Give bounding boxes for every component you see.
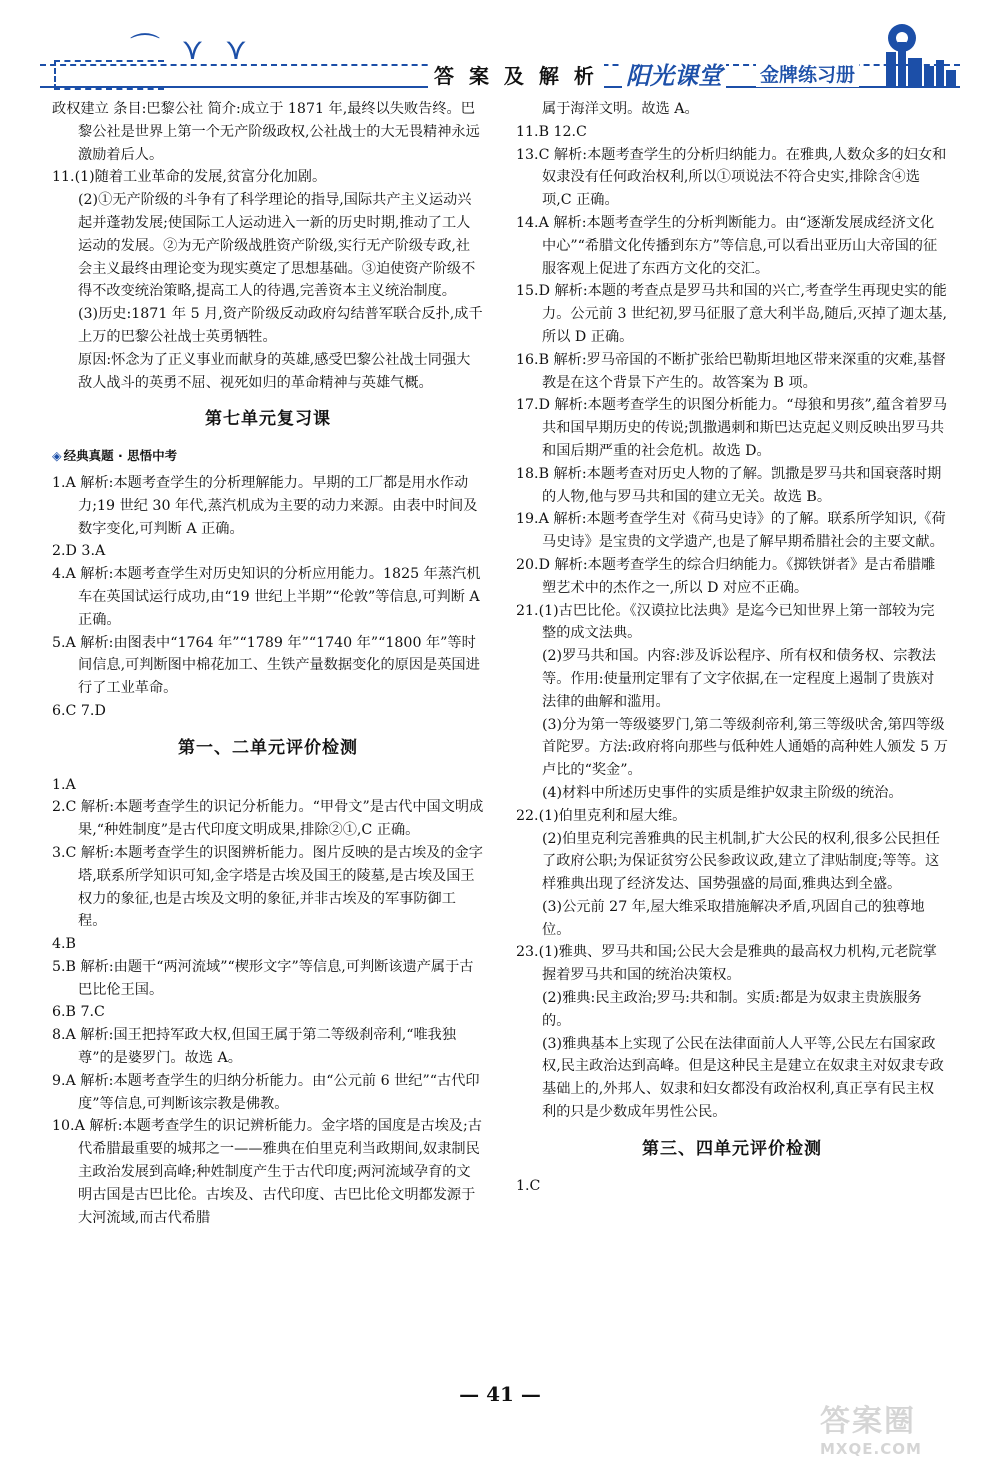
answer-paragraph: (4)材料中所述历史事件的实质是维护奴隶主阶级的统治。 xyxy=(542,784,903,801)
answer-paragraph: 18.B 解析:本题考查对历史人物的了解。凯撒是罗马共和国衰落时期的人物,他与罗马共和国的建立无关。故选 B。 xyxy=(516,465,942,505)
answer-paragraph: 17.D 解析:本题考查学生的识图分析能力。“母狼和男孩”,蕴含着罗马共和国早期历史的传说;凯撒遇刺和斯巴达克起义则反映出罗马共和国后期严重的社会危机。故选 D。 xyxy=(516,397,948,459)
answer-paragraph: 21.(1)古巴比伦。《汉谟拉比法典》是迄今已知世界上第一部较为完整的成文法典。 xyxy=(516,602,935,642)
subsection-tag-label: 经典真题 · 思悟中考 xyxy=(63,448,178,464)
answer-paragraph: (3)分为第一等级婆罗门,第二等级刹帝利,第三等级吠舍,第四等级首陀罗。方法:政府将向那些与低种姓人通婚的高种姓人颁发 5 万卢比的“奖金”。 xyxy=(542,716,948,779)
answer-paragraph: 11.(1)随着工业革命的发展,贫富分化加剧。 xyxy=(52,169,327,186)
watermark-logo: 答案圈 xyxy=(820,1404,916,1439)
right-column xyxy=(516,98,948,1197)
section-heading: 第三、四单元评价检测 xyxy=(642,1138,822,1159)
page-header xyxy=(40,20,960,92)
section-heading: 第一、二单元评价检测 xyxy=(178,737,358,758)
section-heading: 第七单元复习课 xyxy=(205,409,331,430)
answer-paragraph: 11.B 12.C xyxy=(516,123,587,140)
answer-paragraph: (2)罗马共和国。内容:涉及诉讼程序、所有权和债务权、宗教法等。作用:使量刑定罪有了文字依据,在一定程度上遏制了贵族对法律的曲解和滥用。 xyxy=(542,648,936,710)
answer-paragraph: 原因:怀念为了正义事业而献身的英雄,感受巴黎公社战士同强大敌人战斗的英勇不屈、视死如归的革命精神与英雄气概。 xyxy=(78,351,471,391)
answer-paragraph: 1.A 解析:本题考查学生的分析理解能力。早期的工厂都是用水作动力;19 世纪 30 年代,蒸汽机成为主要的动力来源。由表中时间及数字变化,可判断 A 正确。 xyxy=(52,474,478,537)
answer-paragraph: (2)雅典:民主政治;罗马:共和制。实质:都是为奴隶主贵族服务的。 xyxy=(542,990,922,1029)
city-skyline-icon xyxy=(872,20,958,88)
answer-paragraph: 2.D 3.A xyxy=(52,543,106,560)
answer-paragraph: 2.C 解析:本题考查学生的识记分析能力。“甲骨文”是古代中国文明成果,“种姓制度”是古代印度文明成果,排除②①,C 正确。 xyxy=(52,799,484,839)
answer-paragraph: 6.C 7.D xyxy=(52,702,106,719)
answer-paragraph: (3)公元前 27 年,屋大维采取措施解决矛盾,巩固自己的独尊地位。 xyxy=(542,898,925,938)
watermark-url: MXQE.COM xyxy=(820,1440,922,1458)
answer-paragraph: 15.D 解析:本题的考查点是罗马共和国的兴亡,考查学生再现史实的能力。公元前 3 世纪初,罗马征服了意大利半岛,随后,灭掉了迦太基,所以 D 正确。 xyxy=(516,283,947,345)
answer-paragraph: 13.C 解析:本题考查学生的分析归纳能力。在雅典,人数众多的妇女和奴隶没有任何政治权利,所以①项说法不符合史实,排除含④选项,C 正确。 xyxy=(516,146,947,209)
answer-paragraph: 20.D 解析:本题考查学生的综合归纳能力。《掷铁饼者》是古希腊雕塑艺术中的杰作之一,所以 D 对应不正确。 xyxy=(516,556,936,596)
answer-paragraph: 4.B xyxy=(52,936,76,953)
answer-paragraph: 8.A 解析:国王把持军政大权,但国王属于第二等级刹帝利,“唯我独尊”的是婆罗门。故选 A。 xyxy=(52,1027,457,1067)
answer-paragraph: 19.A 解析:本题考查学生对《荷马史诗》的了解。联系所学知识,《荷马史诗》是宝贵的文学遗产,也是了解早期希腊社会的主要文献。 xyxy=(516,511,946,551)
answer-paragraph: 1.A xyxy=(52,776,76,793)
answer-paragraph: (2)伯里克利完善雅典的民主机制,扩大公民的权利,很多公民担任了政府公职;为保证贫穷公民参政议政,建立了津贴制度;等等。这样雅典出现了经济发达、国势强盛的局面,雅典达到全盛。 xyxy=(542,830,940,893)
answer-paragraph: 属于海洋文明。故选 A。 xyxy=(542,101,699,117)
answer-paragraph: 5.A 解析:由图表中“1764 年”“1789 年”“1740 年”“1800 年”等时间信息,可判断图中棉花加工、生铁产量数据变化的原因是英国进行了工业革命。 xyxy=(52,634,480,697)
subsection-tag xyxy=(52,445,484,468)
birds-icon: ⌒ ⋎ ⋎ xyxy=(130,32,254,67)
answer-paragraph: 1.C xyxy=(516,1177,541,1194)
answer-paragraph: 10.A 解析:本题考查学生的识记辨析能力。金字塔的国度是古埃及;古代希腊最重要的城邦之一——雅典在伯里克利当政期间,奴隶制民主政治发展到高峰;种姓制度产生于古代印度;两河流域孕育的文明古国是古巴比伦。古埃及、古代印度、古巴比伦文明都发源于大河流域,而古代希腊 xyxy=(52,1118,482,1226)
answer-paragraph: 16.B 解析:罗马帝国的不断扩张给巴勒斯坦地区带来深重的灾难,基督教是在这个背景下产生的。故答案为 B 项。 xyxy=(516,351,946,391)
answer-paragraph: 3.C 解析:本题考查学生的识图辨析能力。图片反映的是古埃及的金字塔,联系所学知识可知,金字塔是古埃及国王的陵墓,是古埃及国王权力的象征,也是古埃及文明的象征,并非古埃及的军事防御工程。 xyxy=(52,844,483,930)
answer-paragraph: (3)历史:1871 年 5 月,资产阶级反动政府勾结普军联合反扑,成千上万的巴黎公社战士英勇牺牲。 xyxy=(78,306,483,345)
answer-paragraph: 22.(1)伯里克利和屋大维。 xyxy=(516,807,687,824)
watermark xyxy=(820,1396,980,1456)
answer-paragraph: 4.A 解析:本题考查学生对历史知识的分析应用能力。1825 年蒸汽机车在英国试运行成功,由“19 世纪上半期”“伦敦”等信息,可判断 A 正确。 xyxy=(52,566,481,628)
header-book-title: 金牌练习册 xyxy=(756,60,859,87)
answer-paragraph: 23.(1)雅典、罗马共和国;公民大会是雅典的最高权力机构,元老院掌握着罗马共和国的统治决策权。 xyxy=(516,944,937,984)
answer-paragraph: (2)①无产阶级的斗争有了科学理论的指导,国际共产主义运动兴起并蓬勃发展;使国际工人运动进入一新的历史时期,推动了工人运动的发展。②为无产阶级战胜资产阶级,实行无产阶级专政,社会主义最终由理论变为现实奠定了思想基础。③迫使资产阶级不得不改变统治策略,提高工人的待遇,完善资本主义统治制度。 xyxy=(78,192,476,300)
answer-paragraph: 14.A 解析:本题考查学生的分析判断能力。由“逐渐发展成经济文化中心”“希腊文化传播到东方”等信息,可以看出亚历山大帝国的征服客观上促进了东西方文化的交汇。 xyxy=(516,214,938,277)
answer-paragraph: 5.B 解析:由题干“两河流域”“楔形文字”等信息,可判断该遗产属于古巴比伦王国。 xyxy=(52,958,474,998)
answer-paragraph: (3)雅典基本上实现了公民在法律面前人人平等,公民左右国家政权,民主政治达到高峰。但是这种民主是建立在奴隶主对奴隶专政基础上的,外邦人、奴隶和妇女都没有政治权利,真正享有民主权利的只是少数成年男性公民。 xyxy=(542,1035,944,1121)
diamond-icon: ◈ xyxy=(52,448,62,464)
header-brand: 阳光课堂 xyxy=(622,56,726,91)
answer-paragraph: 6.B 7.C xyxy=(52,1004,105,1021)
answer-paragraph: 9.A 解析:本题考查学生的归纳分析能力。由“公元前 6 世纪”“古代印度”等信息,可判断该宗教是佛教。 xyxy=(52,1072,480,1112)
left-column xyxy=(52,98,484,1229)
answer-paragraph: 政权建立 条目:巴黎公社 简介:成立于 1871 年,最终以失败告终。巴黎公社是世界上第一个无产阶级政权,公社战士的大无畏精神永远激励着后人。 xyxy=(52,101,480,163)
page-number: — 41 — xyxy=(459,1382,541,1406)
header-section-title: 答 案 及 解 析 xyxy=(428,60,604,89)
